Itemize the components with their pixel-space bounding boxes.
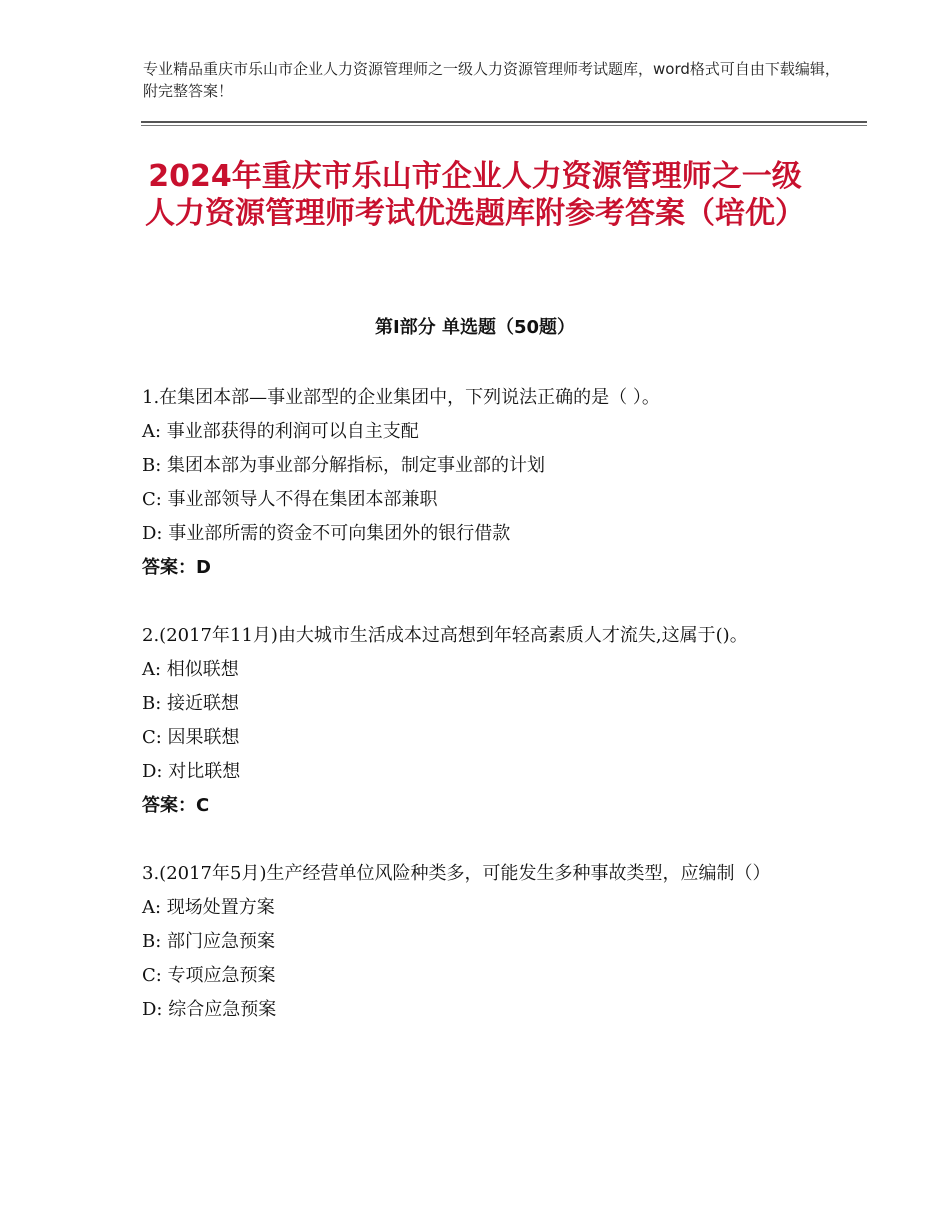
option-b: B: 接近联想 (142, 693, 240, 714)
option-d: D: 事业部所需的资金不可向集团外的银行借款 (142, 523, 511, 544)
question-1 (142, 381, 802, 585)
document-title: 2024年重庆市乐山市企业人力资源管理师之一级人力资源管理师考试优选题库附参考答案（培优） (145, 159, 805, 231)
section-heading: 第Ⅰ部分 单选题（50题） (374, 317, 575, 338)
header-note: 专业精品重庆市乐山市企业人力资源管理师之一级人力资源管理师考试题库，word格式可自由下载编辑，附完整答案！ (143, 60, 840, 100)
question-3 (142, 857, 802, 1027)
option-a: A: 现场处置方案 (142, 897, 275, 918)
question-2 (142, 619, 802, 823)
option-d: D: 对比联想 (142, 761, 241, 782)
option-b: B: 集团本部为事业部分解指标，制定事业部的计划 (142, 455, 546, 476)
option-b: B: 部门应急预案 (142, 931, 276, 952)
option-c: C: 专项应急预案 (142, 965, 276, 986)
option-a: A: 事业部获得的利润可以自主支配 (142, 421, 419, 442)
answer-line: 答案：C (142, 795, 210, 816)
header-divider (141, 121, 867, 123)
option-c: C: 因果联想 (142, 727, 240, 748)
option-a: A: 相似联想 (142, 659, 239, 680)
question-stem: 3.(2017年5月)生产经营单位风险种类多，可能发生多种事故类型，应编制（） (142, 863, 771, 884)
option-d: D: 综合应急预案 (142, 999, 277, 1020)
question-stem: 2.(2017年11月)由大城市生活成本过高想到年轻高素质人才流失,这属于()。 (142, 625, 748, 646)
answer-line: 答案：D (142, 557, 211, 578)
header-divider-thin (141, 125, 867, 126)
question-list (142, 381, 802, 1027)
question-stem: 1.在集团本部—事业部型的企业集团中，下列说法正确的是（ ）。 (142, 387, 660, 408)
option-c: C: 事业部领导人不得在集团本部兼职 (142, 489, 438, 510)
